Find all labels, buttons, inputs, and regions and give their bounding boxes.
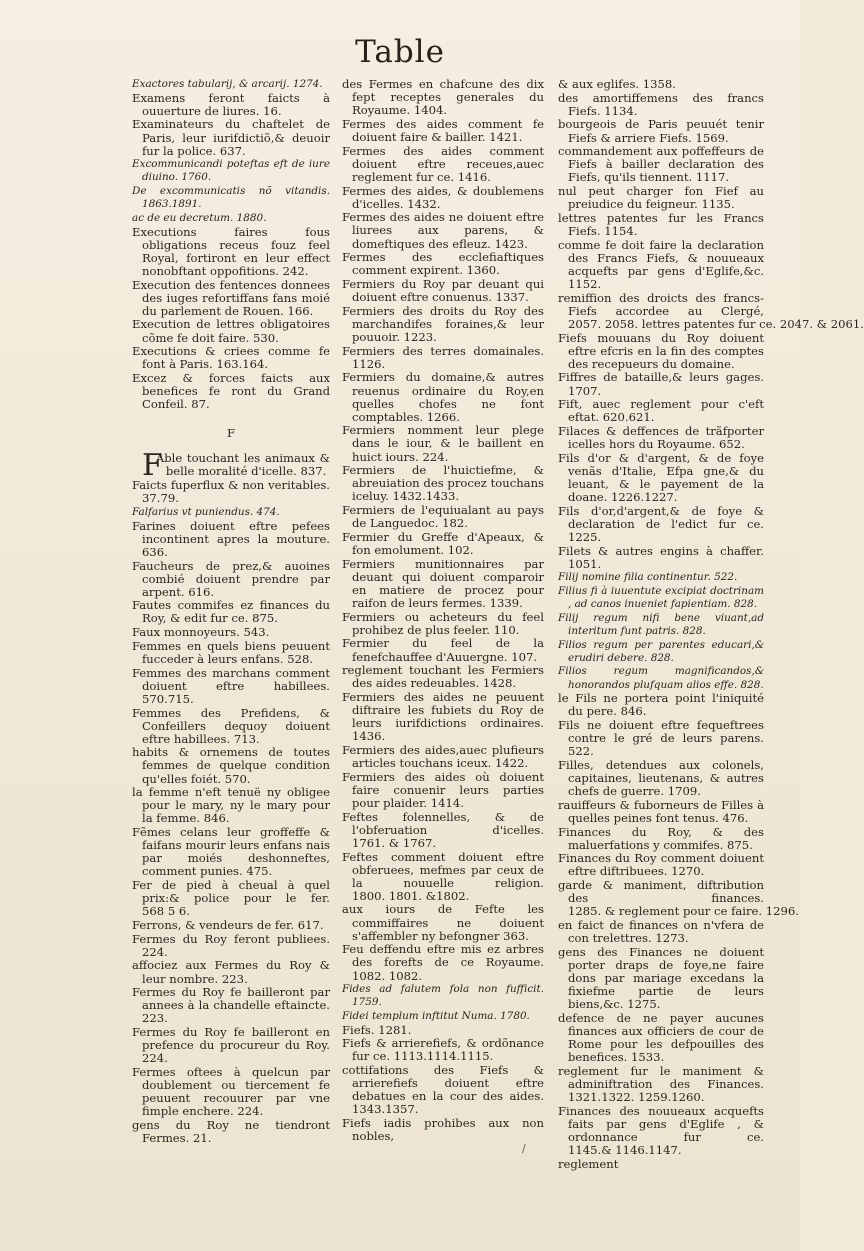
entry-text: Fermiers des aides ne peuuent diftraire les fubiets du Roy de leurs iurifdictions ordinaires. [342,690,544,731]
index-entry [132,158,330,184]
entry-page-ref: 828. [733,598,758,611]
entry-text: Fermes du Roy fe bailleront par annees à la chandelle eftaincte. [132,985,330,1013]
index-entry [342,145,544,184]
entry-text: Faux monnoyeurs. [132,625,244,640]
index-entry [132,826,330,878]
index-entry [342,1064,544,1116]
index-entry [132,372,330,411]
index-entry [342,371,544,423]
index-entry [558,826,764,852]
index-entry [132,506,330,519]
entry-page-ref: 1339. [489,595,523,610]
entry-text: Fermes des aides comment doiuent eftre receues,auec reglement fur ce. [342,143,544,184]
entry-text: le Fils ne portera point l'iniquité du pere. [558,691,764,719]
entry-text: Fils d'or & d'argent, & de foye venãs d'Italie, Efpa gne,& du leuant, & le payement de la doane. [558,450,764,505]
entry-text: Fermiers ou acheteurs du feel prohibez de plus feeler. [342,609,544,637]
entry-page-ref: 570.715. [142,691,194,706]
entry-text: Fift, auec reglement pour c'eft eftat. [558,397,764,425]
entry-page-ref: 1428. [482,676,517,691]
entry-text: Excommunicandi poteftas eft de iure diuino. [132,158,330,184]
entry-page-ref: 846. [620,704,647,719]
page-title: Table [355,34,445,70]
entry-text: Fermes des aides ne doiuent eftre liurees aux parens, & domeftiques des efleuz. [342,210,544,251]
index-entry [132,118,330,157]
entry-page-ref: 1416. [457,169,491,184]
entry-page-ref: 875. [252,611,278,626]
entry-page-ref: 1154. [604,224,638,238]
entry-text: Fils ne doiuent eftre fequeftrees contre le gré de leurs parens. [558,717,764,746]
entry-page-ref: 620.621. [602,410,655,425]
entry-text: rauiffeurs & fuborneurs de Filles à quelles peines font tenus. [558,797,764,825]
entry-page-ref: 16. [263,103,282,118]
entry-text: nul peut charger fon Fief au preiudice du feigneur. [558,184,764,212]
entry-text: Fer de pied à cheual à quel prix:& police pour le fer. [132,878,330,906]
index-entry [558,946,764,1011]
entry-page-ref: 1800. 1801. &1802. [352,888,470,903]
entry-page-ref: 543. [243,625,270,640]
index-entry [132,986,330,1025]
index-entry [132,626,330,639]
entry-page-ref: 1880. [236,211,267,224]
entry-text: affociez aux Fermes du Roy & leur nombre. [132,958,330,986]
entry-page-ref: 636. [142,544,168,559]
index-entry [132,318,330,344]
index-entry [132,1026,330,1065]
entry-page-ref: 1358. [642,77,676,91]
entry-page-ref: 1414. [430,795,464,810]
entry-text: Filij regum nifi bene viuant,ad interitum funt patris. [558,611,764,637]
entry-text: Filius fi à iuuentute excipiat doctrinam , ad canos inueniet fapientiam. [558,585,764,611]
entry-text: De excommunicatis nõ vitandis. [132,185,330,198]
entry-page-ref: 637. [219,143,246,158]
index-entry [558,545,764,571]
index-entry [132,879,330,918]
index-entry [342,278,544,304]
entry-page-ref: 1432.1433. [392,489,460,504]
entry-page-ref: 875. [727,837,753,852]
index-entry [558,692,764,718]
index-entry [558,1065,764,1104]
entry-text: en faict de finances on n'vfera de con trelettres. [558,917,764,946]
index-entry [558,719,764,758]
index-entry [132,92,330,118]
entry-text: commandement aux poffeffeurs de Fiefs à bailler declaration des Fiefs, qu'ils tiennent. [558,144,764,185]
index-entry [342,744,544,770]
entry-page-ref: 1569. [695,130,729,145]
entry-text: Fermes des aides, & doublemens d'icelles. [342,183,544,211]
entry-text: gens des Finances ne doiuent porter draps de foye,ne faire dons par mariage excedans la fixiefme partie de leurs biens,&c. [558,944,764,1012]
index-entry [558,612,764,638]
entry-page-ref: 1270. [671,864,705,879]
index-entry [342,464,544,503]
entry-page-ref: 1281. [378,1022,412,1037]
entry-page-ref: 1343.1357. [352,1102,419,1117]
entry-page-ref: 1134. [604,103,638,118]
entry-page-ref: 828. [650,651,674,664]
entry-text: Fermiers des droits du Roy des marchandifes foraines,& leur pouuoir. [342,303,544,344]
index-entry [132,479,330,505]
entry-page-ref: 828. [740,678,764,691]
entry-text: Fermiers de l'equiualant au pays de Languedoc. [342,503,544,531]
index-entry [558,878,799,919]
entry-text: habits & ornemens de toutes femmes de quelque condition qu'elles foiét. [132,745,330,786]
entry-page-ref: 713. [233,731,260,746]
index-entry [132,212,330,225]
index-entry [558,759,764,798]
entry-page-ref: 1226.1227. [611,490,678,505]
entry-text: Fermiers munitionnaires par deuant qui doiuent comparoir en matiere de procez pour raifon de leurs fermes. [342,556,544,610]
entry-page-ref: 1709. [667,784,701,799]
entry-text: Filij nomine filia continentur. [558,571,715,584]
entry-text: Fermes du Roy feront publiees. [132,931,330,946]
entry-page-ref: 166. [287,303,314,318]
entry-page-ref: 617. [297,917,324,932]
entry-text: Filios regum per parentes educari,& erudiri debere. [558,638,764,664]
drop-cap: F [142,448,163,484]
entry-page-ref: 1863.1891. [142,198,202,211]
index-entry [342,611,544,637]
entry-page-ref: 1423. [494,236,528,251]
entry-page-ref: 1117. [695,170,730,185]
entry-text: Examinateurs du chaftelet de Paris, leur iurifdictiõ,& deuoir fur la police. [132,117,330,158]
index-entry [558,290,864,331]
entry-text: Fermes des aides comment fe doiuent faire & bailler. [342,116,544,144]
entry-page-ref: 1275. [627,997,661,1012]
entry-text: Fiefs iadis prohibes aux non nobles, [342,1116,544,1144]
entry-text: Executions faires fous obligations receus fouz feel Royal, fortiront en leur effect nonobftant oppofitions. [132,224,330,278]
entry-text: Filaces & deffences de trãfporter icelles hors du Royaume. [558,423,764,452]
entry-text: Femmes en quels biens peuuent fucceder à leurs enfans. [132,638,330,666]
index-entry [558,1158,764,1171]
entry-text: ac de eu decretum. [132,211,237,224]
index-entry [558,1012,764,1064]
index-entry [558,398,764,424]
index-entry [342,1037,544,1063]
entry-text: Fermier du feel de la fenefchauffee d'Auuergne. [342,636,544,664]
index-entry [342,851,544,903]
entry-page-ref: 530. [253,330,279,345]
index-entry [132,599,330,625]
index-entry [342,558,544,610]
index-entry [342,811,544,850]
entry-text: Femmes des marchans comment doiuent eftre habillees. [132,665,330,693]
index-entry [132,959,330,985]
index-entry [342,531,544,557]
entry-page-ref: 1135. [701,197,735,212]
entry-text: Feu deffendu eftre mis ez arbres des forefts de ce Royaume. [342,942,544,970]
entry-page-ref: 1422. [495,756,529,771]
entry-text: Fermes des ecclefiaftiques comment expirent. [342,250,544,278]
entry-page-ref: 1780. [500,1010,530,1022]
entry-text: gens du Roy ne tiendront Fermes. [132,1117,330,1146]
index-entry [342,637,544,663]
entry-page-ref: 1760. [181,171,212,184]
entry-text: Fermiers du domaine,& autres reuenus ordinaire du Roy,en quelles chofes ne font comptables. [342,370,544,424]
entry-page-ref: 224. [237,1104,264,1119]
entry-text: garde & maniment, diftribution des finances. [558,878,764,906]
index-entry [342,424,544,463]
entry-text: Finances du Roy comment doiuent eftre diftribuees. [558,851,764,879]
entry-text: Falfarius vt puniendus. [132,505,257,518]
entry-page-ref: 652. [719,437,745,452]
index-entry [558,665,764,691]
entry-page-ref: 837. [300,464,327,479]
entry-text: Fiefs & arrierefiefs, & ordõnance fur ce. [342,1036,544,1064]
entry-page-ref: 87. [191,397,210,412]
entry-text: Fermes du Roy fe bailleront en prefence du procureur du Roy. [132,1025,330,1053]
entry-text: Ferrons, & vendeurs de fer. [132,917,298,932]
entry-page-ref: 1113.1114.1115. [393,1049,494,1064]
entry-text: comme fe doit faire la declaration des Francs Fiefs, & nouueaux acquefts par gens d'Eglife,&c. [558,237,764,278]
entry-page-ref: 223. [221,971,248,986]
index-entry [132,78,330,91]
index-entry [558,332,764,371]
entry-page-ref: 846. [203,811,230,826]
entry-page-ref: 1051. [568,556,602,571]
entry-text: Execution de lettres obligatoires cõme fe doit faire. [132,317,330,345]
entry-page-ref: 363. [503,928,529,943]
entry-text: Executions & criees comme fe font à Paris. [132,344,330,372]
entry-text: Finances du Roy, & des maluerfations y commifes. [558,824,764,852]
entry-page-ref: 522. [568,744,594,759]
index-entry [342,771,544,810]
index-entry [132,226,330,278]
entry-page-ref: 1436. [352,729,386,744]
entry-page-ref: 223. [142,1011,168,1026]
entry-text: Filles, detendues aux colonels, capitaines, lieutenans, & autres chefs de guerre. [558,757,764,799]
entry-page-ref: 568 5 6. [142,904,190,919]
entry-text: Fẽmes celans leur groffeffe & faifans mourir leurs enfans nais par moiés deshonneftes, comment punies. [132,825,330,879]
entry-text: Fermiers nomment leur plege dans le iour, & le baillent en huict iours. [342,423,544,464]
entry-page-ref: 1126. [352,356,386,371]
entry-text: Fiefs mouuans du Roy doiuent eftre efcris en la fin des comptes des recepueurs du domaine. [558,330,764,371]
index-entry [342,185,544,211]
entry-page-ref: 37.79. [142,491,179,506]
entry-page-ref: 1432. [407,196,441,211]
index-entry [558,425,764,451]
entry-page-ref: 224. [142,944,168,959]
index-entry [342,903,544,942]
entry-page-ref: 1421. [489,129,523,144]
index-entry [558,452,764,504]
entry-text: Feftes comment doiuent eftre obferuees, mefmes par ceux de la nouuelle religion. [342,849,544,890]
entry-text: Able touchant les animaux & belle moralité d'icelle. [155,451,330,479]
entry-page-ref: 1360. [466,263,500,278]
entry-page-ref: 1707. [568,383,602,398]
index-entry [132,786,330,825]
entry-text: remiffion des droicts des francs-Fiefs accordee au Clergé, [558,290,764,318]
index-column-1 [132,78,330,1146]
index-entry [342,345,544,371]
entry-page-ref: 2057. 2058. lettres patentes fur ce. 2047. & 2061. [568,316,864,331]
footer-mark: / [522,1142,526,1155]
index-entry [132,919,330,932]
index-entry [342,1117,544,1143]
index-entry [132,707,330,746]
entry-text: & aux eglifes. [558,77,643,91]
index-entry [132,1066,330,1118]
entry-page-ref: 828. [682,624,706,637]
entry-text: Fautes commifes ez finances du Roy, & edit fur ce. [132,598,330,626]
index-column-3 [558,77,864,1171]
entry-page-ref: 1145.& 1146.1147. [568,1142,682,1157]
index-entry [132,667,330,706]
index-entry [342,251,544,277]
index-entry [558,639,764,665]
entry-page-ref: 21. [193,1131,212,1146]
entry-text: Filets & autres engins à chaffer. [558,543,764,558]
entry-page-ref: 182. [442,516,468,531]
entry-page-ref: 476. [722,810,749,825]
entry-text: Farines doiuent eftre pefees incontinent apres la mouture. [132,518,330,546]
index-entry [132,279,330,318]
index-entry [342,983,544,1009]
entry-page-ref: 1152. [568,276,602,291]
entry-text: defence de ne payer aucunes finances aux officiers de cour de Rome pour les defpouilles des benefices. [558,1010,764,1065]
entry-text: Exactores tabularij, & arcarij. [132,78,293,90]
entry-page-ref: 224. [142,1051,168,1066]
entry-page-ref: 570. [224,771,251,786]
index-entry [342,118,544,144]
entry-text: Fidei templum inftitut Numa. [342,1010,501,1022]
entry-text: Feftes folennelles, & de l'obferuation d'icelles. [342,809,544,837]
entry-text: lettres patentes fur les Francs Fiefs. [558,210,764,238]
entry-page-ref: 1404. [413,103,448,118]
entry-page-ref: 1273. [655,931,689,946]
entry-page-ref: 528. [287,651,314,666]
entry-page-ref: 110. [493,622,520,637]
index-entry [558,118,764,144]
entry-text: bourgeois de Paris peuuét tenir Fiefs & arriere Fiefs. [558,117,764,145]
entry-text: Fermiers des aides où doiuent faire conuenir leurs parties pour plaider. [342,769,544,810]
index-entry [558,145,764,184]
entry-page-ref: 1082. 1082. [352,968,423,983]
entry-text: cottifations des Fiefs & arrierefiefs doiuent eftre debatues en la cour des aides. [342,1063,544,1104]
index-entry [342,211,544,250]
entry-page-ref: 1223. [403,329,437,344]
entry-page-ref: 616. [188,584,215,599]
index-entry [558,505,764,544]
entry-page-ref: 224. [422,449,449,464]
entry-text: Fermes oftees à quelcun par doublement ou tiercement fe peuuent recouurer par vne fimple enchere. [132,1064,330,1119]
index-entry [558,92,764,118]
index-entry [132,520,330,559]
index-entry [558,919,764,945]
index-entry [342,943,544,982]
index-entry [342,78,544,117]
entry-text: Fermiers des terres domainales. [342,343,544,358]
index-entry [342,691,544,743]
entry-page-ref: 474. [256,505,280,518]
entry-text: Excez & forces faicts aux benefices fe ront du Grand Confeil. [132,371,330,412]
index-entry [132,560,330,599]
index-entry [558,185,764,211]
entry-text: Fermiers du Roy par deuant qui doiuent eftre conuenus. [342,276,544,305]
index-entry [558,78,764,91]
entry-text: Fiefs. [342,1022,379,1037]
index-entry [342,305,544,344]
entry-page-ref: 163.164. [216,357,269,372]
index-entry [132,448,330,484]
entry-page-ref: 475. [246,864,273,879]
index-entry [342,1024,544,1037]
entry-page-ref: 107. [511,649,538,664]
index-entry [558,212,764,238]
entry-text: reglement touchant les Fermiers des aides redeuables. [342,663,544,691]
entry-page-ref: 1533. [631,1050,665,1065]
index-entry [558,852,764,878]
entry-page-ref: 1274. [292,78,323,90]
entry-text: Examens feront faicts à ouuerture de liures. [132,90,330,118]
index-column-2 [342,78,544,1144]
index-entry [342,504,544,530]
index-entry [558,371,764,397]
entry-text: Fermier du Greffe d'Apeaux, & fon emolument. [342,529,544,557]
entry-text: Finances des nouueaux acquefts faits par gens d'Eglife , & ordonnance fur ce. [558,1103,764,1144]
entry-page-ref: 1266. [426,409,460,424]
entry-text: reglement [558,1156,619,1171]
index-entry [558,799,764,825]
entry-text: Fides ad falutem fola non fufficit. [342,983,544,996]
entry-text: Faicts fuperflux & non veritables. [132,478,330,493]
entry-text: Execution des fentences donnees des iuges refortiffans fans moié du parlement de Rouen. [132,277,330,318]
index-entry [132,185,330,211]
entry-text: Fermiers des aides,auec plufieurs articles touchans iceux. [342,742,544,771]
entry-text: aux iours de Fefte les commiffaires ne doiuent s'affembler ny befongner [342,902,544,943]
index-entry [132,345,330,371]
index-entry [558,239,764,291]
index-entry [342,664,544,690]
entry-text: Faucheurs de prez,& auoines combié doiuent prendre par arpent. [132,558,330,599]
index-entry [558,1105,764,1157]
entry-text: la femme n'eft tenuë ny obligee pour le mary, ny le mary pour la femme. [132,785,330,826]
entry-text: Femmes des Prefidens, & Confeillers dequoy doiuent eftre habillees. [132,705,330,746]
entry-text: des Fermes en chafcune des dix fept receptes generales du Royaume. [342,77,544,118]
index-entry [132,933,330,959]
entry-page-ref: 1225. [568,529,602,544]
index-entry [558,571,764,584]
section-letter: F [226,426,236,441]
entry-page-ref: 102. [447,543,474,557]
entry-text: Fils d'or,d'argent,& de foye & declaration de l'edict fur ce. [558,503,764,531]
entry-text: Fermiers de l'huictiefme, & abreuiation des procez touchans iceluy. [342,463,544,504]
entry-page-ref: 1285. & reglement pour ce faire. [568,904,763,919]
entry-text: Filios regum magnificandos,& honorandos plufquam alios effe. [558,665,764,691]
entry-page-ref: 1761. & 1767. [352,835,437,850]
entry-page-ref: 1296. [762,904,799,919]
index-entry [132,640,330,666]
entry-text: Fiffres de bataille,& leurs gages. [558,370,764,385]
entry-page-ref: 1759. [352,996,382,1009]
entry-page-ref: 1321.1322. 1259.1260. [568,1089,705,1104]
index-entry [132,1119,330,1145]
index-entry [558,585,764,611]
entry-text: reglement fur le maniment & adminiftration des Finances. [558,1063,764,1091]
entry-text: des amortiffemens des francs Fiefs. [558,90,764,118]
entry-page-ref: 1337. [495,290,529,305]
index-entry [342,1010,544,1023]
index-entry [132,746,330,785]
entry-page-ref: 242. [282,263,309,278]
entry-page-ref: 522. [714,571,738,584]
